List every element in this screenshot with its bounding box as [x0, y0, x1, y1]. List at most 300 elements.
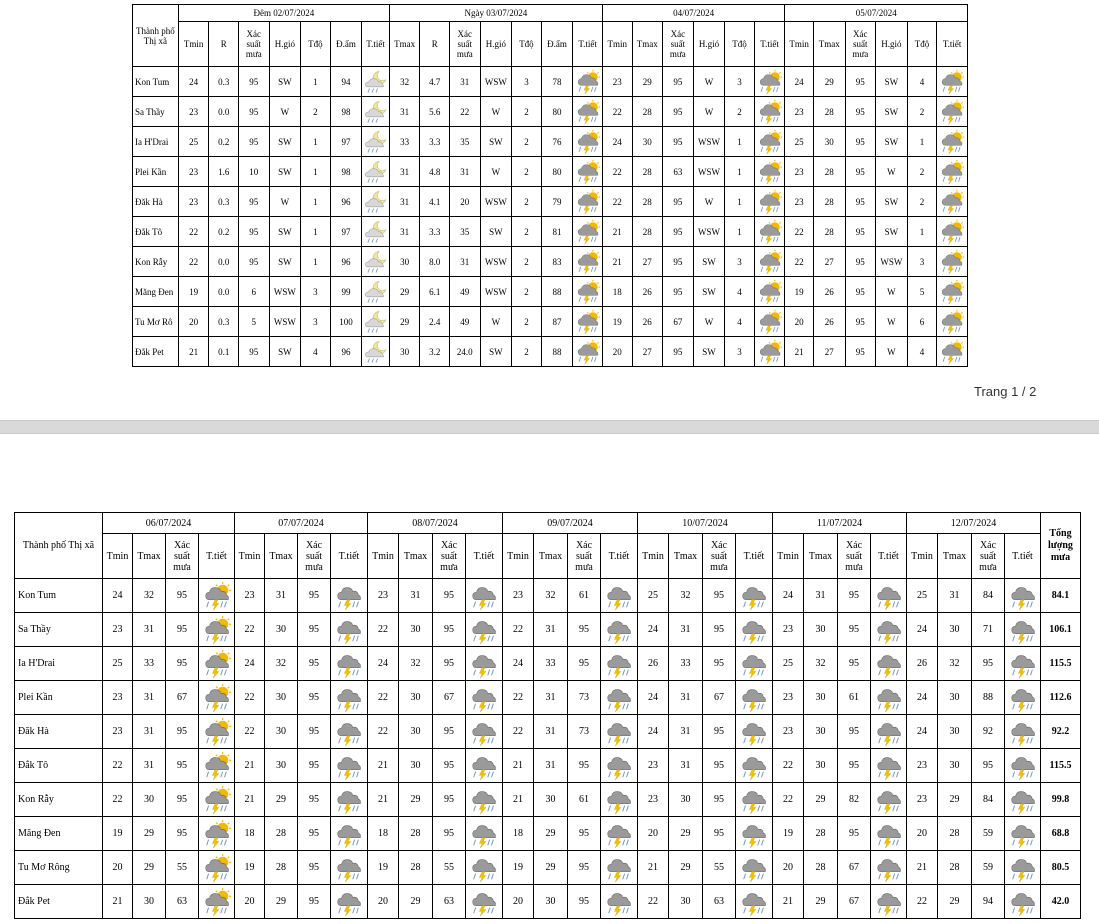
data-cell: SW — [693, 247, 725, 277]
report-page-2 — [0, 434, 1099, 924]
data-cell: 96 — [330, 247, 362, 277]
sun-cloud-thunder-rain-icon — [754, 217, 785, 247]
data-cell: 95 — [568, 851, 601, 885]
data-cell: 67 — [433, 681, 466, 715]
data-cell: 95 — [238, 217, 269, 247]
data-cell: W — [693, 67, 725, 97]
data-cell: 10 — [238, 157, 269, 187]
data-cell: WSW — [693, 127, 725, 157]
data-cell: 32 — [389, 67, 420, 97]
data-cell: 3.2 — [420, 337, 450, 367]
cloud-thunder-rain-icon — [736, 851, 773, 885]
data-cell: 1 — [301, 187, 331, 217]
data-cell: 71 — [972, 613, 1005, 647]
data-cell: 23 — [235, 579, 265, 613]
subheader-cell: T.tiết — [362, 22, 390, 67]
data-cell: 95 — [663, 97, 694, 127]
data-cell: 22 — [503, 613, 534, 647]
data-cell: 23 — [773, 613, 804, 647]
data-cell: W — [693, 187, 725, 217]
total-rain-cell: 115.5 — [1041, 647, 1081, 681]
data-cell: 31 — [534, 715, 568, 749]
data-cell: 95 — [703, 783, 736, 817]
data-cell: 20 — [368, 885, 399, 919]
data-cell: 95 — [845, 97, 876, 127]
data-cell: 73 — [568, 681, 601, 715]
data-cell: SW — [480, 337, 512, 367]
data-cell: 23 — [103, 613, 133, 647]
table-row — [133, 67, 968, 97]
cloud-thunder-rain-icon — [1005, 817, 1041, 851]
sun-cloud-thunder-rain-icon — [573, 277, 603, 307]
cloud-thunder-rain-icon — [601, 579, 638, 613]
data-cell: 95 — [433, 817, 466, 851]
data-cell: 80 — [541, 97, 573, 127]
data-cell: 4.7 — [420, 67, 450, 97]
data-cell: 23 — [602, 67, 632, 97]
data-cell: 24 — [638, 613, 669, 647]
data-cell: 21 — [235, 783, 265, 817]
data-cell: 95 — [838, 579, 871, 613]
cloud-thunder-rain-icon — [871, 613, 907, 647]
data-cell: W — [876, 157, 908, 187]
data-cell: 28 — [399, 851, 433, 885]
data-cell: 30 — [804, 749, 838, 783]
data-cell: 95 — [166, 817, 199, 851]
data-cell: 67 — [166, 681, 199, 715]
cloud-thunder-rain-icon — [601, 817, 638, 851]
sun-cloud-thunder-rain-icon — [199, 579, 235, 613]
data-cell: 55 — [433, 851, 466, 885]
data-cell: 22 — [907, 885, 938, 919]
data-cell: 6 — [907, 307, 937, 337]
cloud-thunder-rain-icon — [871, 817, 907, 851]
subheader-cell: Xác suất mưa — [972, 534, 1005, 579]
data-cell: 19 — [773, 817, 804, 851]
forecast-table-page-1 — [132, 4, 968, 367]
cloud-thunder-rain-icon — [871, 579, 907, 613]
data-cell: 31 — [265, 579, 298, 613]
data-cell: 22 — [368, 715, 399, 749]
subheader-cell: T.tiết — [331, 534, 368, 579]
data-cell: 32 — [399, 647, 433, 681]
data-cell: 95 — [238, 187, 269, 217]
subheader-cell: Tmin — [103, 534, 133, 579]
data-cell: 31 — [389, 157, 420, 187]
cloud-thunder-rain-icon — [1005, 647, 1041, 681]
data-cell: 29 — [669, 851, 703, 885]
data-cell: 20 — [503, 885, 534, 919]
data-cell: 3 — [907, 247, 937, 277]
sun-cloud-thunder-rain-icon — [937, 127, 968, 157]
city-cell: Măng Đen — [15, 817, 103, 851]
subheader-cell: Xác suất mưa — [450, 22, 481, 67]
data-cell: 23 — [907, 783, 938, 817]
moon-cloud-rain-icon — [362, 277, 390, 307]
data-cell: 67 — [838, 851, 871, 885]
cloud-thunder-rain-icon — [1005, 681, 1041, 715]
city-column-header: Thành phố Thị xã — [15, 513, 103, 579]
sun-cloud-thunder-rain-icon — [754, 337, 785, 367]
subheader-cell: T.tiết — [871, 534, 907, 579]
data-cell: 76 — [541, 127, 573, 157]
data-cell: 4.1 — [420, 187, 450, 217]
data-cell: 95 — [298, 783, 331, 817]
data-cell: 0.0 — [209, 97, 239, 127]
cloud-thunder-rain-icon — [466, 647, 503, 681]
data-cell: 59 — [972, 817, 1005, 851]
data-cell: 24 — [103, 579, 133, 613]
data-cell: 29 — [813, 67, 845, 97]
cloud-thunder-rain-icon — [1005, 783, 1041, 817]
data-cell: SW — [693, 337, 725, 367]
data-cell: 92 — [972, 715, 1005, 749]
data-cell: SW — [269, 157, 301, 187]
data-cell: W — [269, 97, 301, 127]
table-row — [133, 157, 968, 187]
data-cell: 49 — [450, 277, 481, 307]
data-cell: 22 — [785, 217, 814, 247]
subheader-cell: Tmax — [813, 22, 845, 67]
moon-cloud-rain-icon — [362, 127, 390, 157]
data-cell: 28 — [938, 817, 972, 851]
data-cell: 31 — [804, 579, 838, 613]
data-cell: 95 — [663, 277, 694, 307]
data-cell: SW — [480, 217, 512, 247]
data-cell: 25 — [907, 579, 938, 613]
data-cell: 95 — [845, 307, 876, 337]
data-cell: 20 — [602, 337, 632, 367]
data-cell: WSW — [480, 247, 512, 277]
cloud-thunder-rain-icon — [871, 749, 907, 783]
data-cell: 30 — [938, 749, 972, 783]
data-cell: 22 — [235, 613, 265, 647]
subheader-cell: Xác suất mưa — [845, 22, 876, 67]
city-cell: Đắk Pet — [15, 885, 103, 919]
subheader-row — [15, 534, 1081, 579]
group-header-d07: 07/07/2024 — [235, 513, 368, 534]
data-cell: 61 — [568, 783, 601, 817]
data-cell: 97 — [330, 217, 362, 247]
data-cell: 3 — [725, 67, 755, 97]
data-cell: 95 — [433, 647, 466, 681]
cloud-thunder-rain-icon — [1005, 749, 1041, 783]
group-header-night: Đêm 02/07/2024 — [178, 5, 389, 22]
data-cell: 30 — [534, 783, 568, 817]
subheader-cell: Đ.ẩm — [541, 22, 573, 67]
data-cell: 30 — [399, 613, 433, 647]
sun-cloud-thunder-rain-icon — [199, 681, 235, 715]
data-cell: 0.2 — [209, 217, 239, 247]
data-cell: 63 — [703, 885, 736, 919]
cloud-thunder-rain-icon — [331, 613, 368, 647]
subheader-cell: Tđộ — [725, 22, 755, 67]
data-cell: 30 — [133, 783, 166, 817]
data-cell: 20 — [178, 307, 209, 337]
data-cell: 1 — [907, 217, 937, 247]
table-row — [15, 647, 1081, 681]
data-cell: W — [876, 337, 908, 367]
data-cell: 29 — [265, 783, 298, 817]
data-cell: 32 — [265, 647, 298, 681]
data-cell: 98 — [330, 97, 362, 127]
subheader-cell: Tmin — [178, 22, 209, 67]
city-cell: Sa Thầy — [15, 613, 103, 647]
sun-cloud-thunder-rain-icon — [754, 157, 785, 187]
data-cell: WSW — [480, 277, 512, 307]
data-cell: 24 — [235, 647, 265, 681]
data-cell: 59 — [972, 851, 1005, 885]
data-cell: 28 — [804, 851, 838, 885]
data-cell: 1 — [907, 127, 937, 157]
subheader-cell: Tmax — [804, 534, 838, 579]
subheader-cell: Tđộ — [301, 22, 331, 67]
subheader-cell: Tmax — [399, 534, 433, 579]
data-cell: W — [480, 157, 512, 187]
data-cell: 21 — [907, 851, 938, 885]
data-cell: 33 — [133, 647, 166, 681]
data-cell: 95 — [568, 613, 601, 647]
data-cell: 23 — [785, 157, 814, 187]
cloud-thunder-rain-icon — [871, 851, 907, 885]
data-cell: 20 — [235, 885, 265, 919]
data-cell: 25 — [103, 647, 133, 681]
data-cell: 22 — [785, 247, 814, 277]
cloud-thunder-rain-icon — [466, 885, 503, 919]
data-cell: 95 — [298, 579, 331, 613]
data-cell: 1 — [725, 187, 755, 217]
sun-cloud-thunder-rain-icon — [573, 157, 603, 187]
data-cell: 21 — [638, 851, 669, 885]
data-cell: 95 — [568, 817, 601, 851]
data-cell: 29 — [669, 817, 703, 851]
cloud-thunder-rain-icon — [736, 885, 773, 919]
data-cell: 31 — [534, 681, 568, 715]
data-cell: SW — [269, 217, 301, 247]
cloud-thunder-rain-icon — [601, 851, 638, 885]
data-cell: 32 — [534, 579, 568, 613]
data-cell: 0.2 — [209, 127, 239, 157]
data-cell: 5 — [238, 307, 269, 337]
sun-cloud-thunder-rain-icon — [937, 67, 968, 97]
subheader-cell: T.tiết — [199, 534, 235, 579]
data-cell: 95 — [838, 647, 871, 681]
data-cell: 4 — [907, 337, 937, 367]
cloud-thunder-rain-icon — [331, 783, 368, 817]
data-cell: 95 — [166, 647, 199, 681]
data-cell: 0.0 — [209, 247, 239, 277]
data-cell: 18 — [235, 817, 265, 851]
data-cell: 29 — [389, 277, 420, 307]
data-cell: 1 — [301, 157, 331, 187]
cloud-thunder-rain-icon — [466, 715, 503, 749]
city-cell: Kon Rẫy — [15, 783, 103, 817]
data-cell: 2.4 — [420, 307, 450, 337]
data-cell: 3 — [512, 67, 542, 97]
data-cell: 31 — [450, 67, 481, 97]
data-cell: SW — [876, 97, 908, 127]
data-cell: W — [269, 187, 301, 217]
data-cell: 31 — [389, 97, 420, 127]
data-cell: 78 — [541, 67, 573, 97]
subheader-cell: Tmax — [938, 534, 972, 579]
table-row — [133, 247, 968, 277]
data-cell: 20 — [103, 851, 133, 885]
table-row — [15, 851, 1081, 885]
data-cell: 99 — [330, 277, 362, 307]
data-cell: 22 — [368, 681, 399, 715]
data-cell: 95 — [838, 817, 871, 851]
table-row — [133, 187, 968, 217]
data-cell: 31 — [938, 579, 972, 613]
data-cell: 30 — [265, 681, 298, 715]
data-cell: 28 — [632, 157, 663, 187]
city-cell: Plei Kần — [15, 681, 103, 715]
group-header-d04: 04/07/2024 — [602, 5, 784, 22]
data-cell: 31 — [133, 715, 166, 749]
subheader-cell: T.tiết — [1005, 534, 1041, 579]
sun-cloud-thunder-rain-icon — [199, 749, 235, 783]
data-cell: 20 — [907, 817, 938, 851]
subheader-cell: T.tiết — [601, 534, 638, 579]
moon-cloud-rain-icon — [362, 187, 390, 217]
data-cell: W — [693, 97, 725, 127]
data-cell: WSW — [480, 67, 512, 97]
cloud-thunder-rain-icon — [871, 647, 907, 681]
total-rain-cell: 80.5 — [1041, 851, 1081, 885]
cloud-thunder-rain-icon — [601, 885, 638, 919]
data-cell: SW — [269, 247, 301, 277]
data-cell: 30 — [813, 127, 845, 157]
subheader-cell: Xác suất mưa — [433, 534, 466, 579]
subheader-cell: Tmax — [632, 22, 663, 67]
data-cell: 88 — [541, 337, 573, 367]
data-cell: 30 — [265, 749, 298, 783]
data-cell: 1 — [301, 247, 331, 277]
sun-cloud-thunder-rain-icon — [573, 337, 603, 367]
table-row — [15, 783, 1081, 817]
data-cell: 30 — [938, 681, 972, 715]
sun-cloud-thunder-rain-icon — [573, 127, 603, 157]
data-cell: 31 — [450, 247, 481, 277]
data-cell: WSW — [480, 187, 512, 217]
report-page-1 — [0, 0, 1099, 420]
subheader-cell: Xác suất mưa — [703, 534, 736, 579]
data-cell: 30 — [804, 681, 838, 715]
data-cell: 2 — [907, 97, 937, 127]
city-cell: Ia H'Drai — [15, 647, 103, 681]
data-cell: 31 — [669, 715, 703, 749]
table-row — [133, 97, 968, 127]
data-cell: 30 — [399, 681, 433, 715]
subheader-cell: Tmin — [785, 22, 814, 67]
data-cell: 33 — [669, 647, 703, 681]
data-cell: 95 — [238, 247, 269, 277]
data-cell: 30 — [938, 715, 972, 749]
data-cell: 95 — [972, 749, 1005, 783]
data-cell: 73 — [568, 715, 601, 749]
data-cell: 95 — [298, 749, 331, 783]
data-cell: 23 — [103, 681, 133, 715]
moon-cloud-rain-icon — [362, 307, 390, 337]
cloud-thunder-rain-icon — [736, 749, 773, 783]
data-cell: 95 — [433, 715, 466, 749]
data-cell: 96 — [330, 337, 362, 367]
page-separator — [0, 420, 1099, 434]
group-header-d05: 05/07/2024 — [785, 5, 968, 22]
cloud-thunder-rain-icon — [736, 715, 773, 749]
cloud-thunder-rain-icon — [871, 715, 907, 749]
data-cell: 63 — [663, 157, 694, 187]
data-cell: 23 — [178, 187, 209, 217]
sun-cloud-thunder-rain-icon — [199, 885, 235, 919]
data-cell: 24 — [785, 67, 814, 97]
subheader-cell: T.tiết — [754, 22, 785, 67]
cloud-thunder-rain-icon — [871, 783, 907, 817]
data-cell: 95 — [703, 613, 736, 647]
data-cell: 31 — [669, 613, 703, 647]
data-cell: 95 — [298, 613, 331, 647]
sun-cloud-thunder-rain-icon — [199, 715, 235, 749]
data-cell: 1 — [301, 217, 331, 247]
data-cell: 20 — [450, 187, 481, 217]
cloud-thunder-rain-icon — [331, 749, 368, 783]
cloud-thunder-rain-icon — [736, 817, 773, 851]
subheader-cell: R — [209, 22, 239, 67]
table-row — [133, 337, 968, 367]
total-rain-cell: 106.1 — [1041, 613, 1081, 647]
data-cell: 95 — [845, 277, 876, 307]
subheader-cell: Tđộ — [907, 22, 937, 67]
data-cell: 1 — [725, 127, 755, 157]
data-cell: 95 — [838, 749, 871, 783]
data-cell: 2 — [725, 97, 755, 127]
subheader-cell: Tmin — [503, 534, 534, 579]
data-cell: 26 — [632, 277, 663, 307]
data-cell: 29 — [938, 783, 972, 817]
subheader-cell: H.gió — [693, 22, 725, 67]
data-cell: 31 — [669, 749, 703, 783]
moon-cloud-rain-icon — [362, 217, 390, 247]
data-cell: 1.6 — [209, 157, 239, 187]
data-cell: 88 — [541, 277, 573, 307]
cloud-thunder-rain-icon — [736, 681, 773, 715]
data-cell: 35 — [450, 217, 481, 247]
data-cell: 31 — [133, 749, 166, 783]
data-cell: 28 — [813, 97, 845, 127]
data-cell: 20 — [773, 851, 804, 885]
cloud-thunder-rain-icon — [466, 681, 503, 715]
data-cell: 61 — [838, 681, 871, 715]
data-cell: 2 — [907, 157, 937, 187]
table-row — [15, 749, 1081, 783]
data-cell: 95 — [238, 67, 269, 97]
data-cell: 21 — [602, 247, 632, 277]
sun-cloud-thunder-rain-icon — [199, 783, 235, 817]
data-cell: 32 — [938, 647, 972, 681]
data-cell: 0.3 — [209, 307, 239, 337]
data-cell: 20 — [638, 817, 669, 851]
sun-cloud-thunder-rain-icon — [573, 247, 603, 277]
data-cell: 95 — [845, 157, 876, 187]
data-cell: 24.0 — [450, 337, 481, 367]
data-cell: 63 — [166, 885, 199, 919]
data-cell: 95 — [845, 127, 876, 157]
data-cell: 95 — [703, 817, 736, 851]
subheader-cell: Tmax — [534, 534, 568, 579]
data-cell: 22 — [235, 681, 265, 715]
data-cell: 32 — [669, 579, 703, 613]
